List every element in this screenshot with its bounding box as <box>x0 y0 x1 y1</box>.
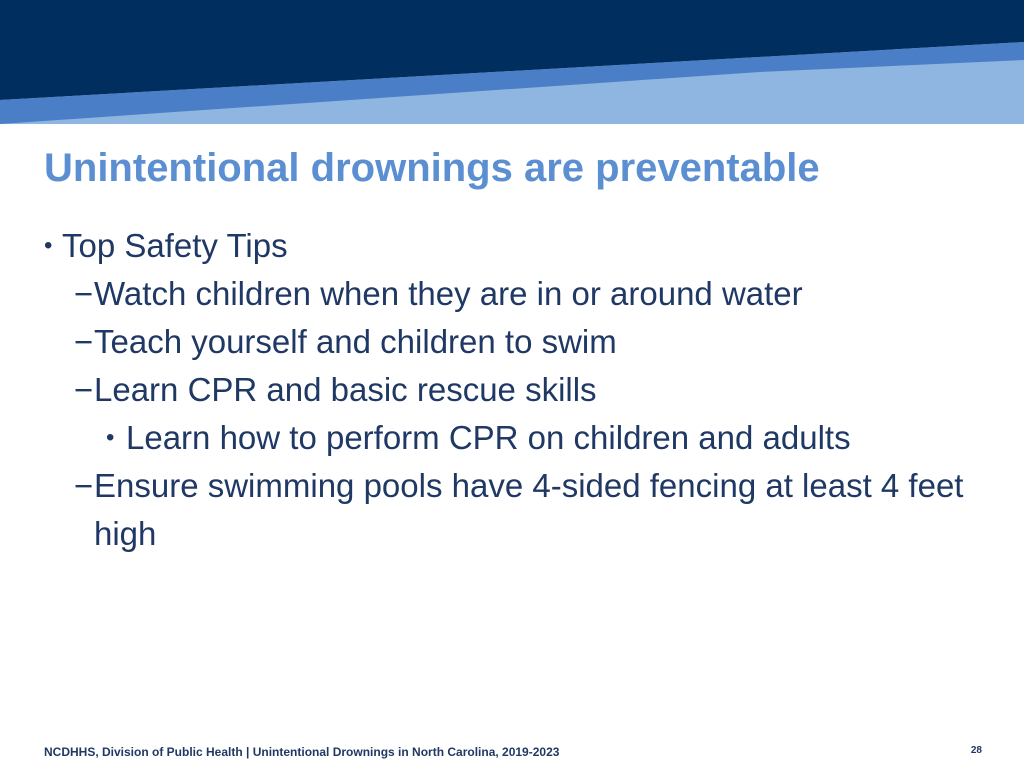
bullet-text: Watch children when they are in or around water <box>94 275 803 312</box>
bullet-cpr-children-adults <box>106 414 994 462</box>
dash-marker: − <box>74 275 94 312</box>
page-number: 28 <box>970 745 982 756</box>
bullet-marker: • <box>106 424 115 451</box>
slide-title: Unintentional drownings are preventable <box>44 146 820 190</box>
slide-body <box>44 222 994 558</box>
bullet-text: Learn CPR and basic rescue skills <box>94 371 597 408</box>
bullet-text: Teach yourself and children to swim <box>94 323 617 360</box>
dash-marker: − <box>74 467 94 504</box>
bullet-top-safety-tips <box>44 222 994 270</box>
bullet-learn-cpr <box>74 366 994 414</box>
dash-marker: − <box>74 371 94 408</box>
bullet-text: Learn how to perform CPR on children and adults <box>126 419 851 456</box>
bullet-pool-fencing <box>74 462 994 558</box>
bullet-marker: • <box>44 232 53 259</box>
bullet-text: Top Safety Tips <box>62 227 288 264</box>
header-banner <box>0 0 1024 130</box>
bullet-watch-children <box>74 270 994 318</box>
bullet-text: Ensure swimming pools have 4-sided fencing at least 4 feet high <box>94 467 964 552</box>
dash-marker: − <box>74 323 94 360</box>
bullet-teach-swim <box>74 318 994 366</box>
footer-source: NCDHHS, Division of Public Health | Unintentional Drownings in North Carolina, 2019-2023 <box>44 745 560 759</box>
